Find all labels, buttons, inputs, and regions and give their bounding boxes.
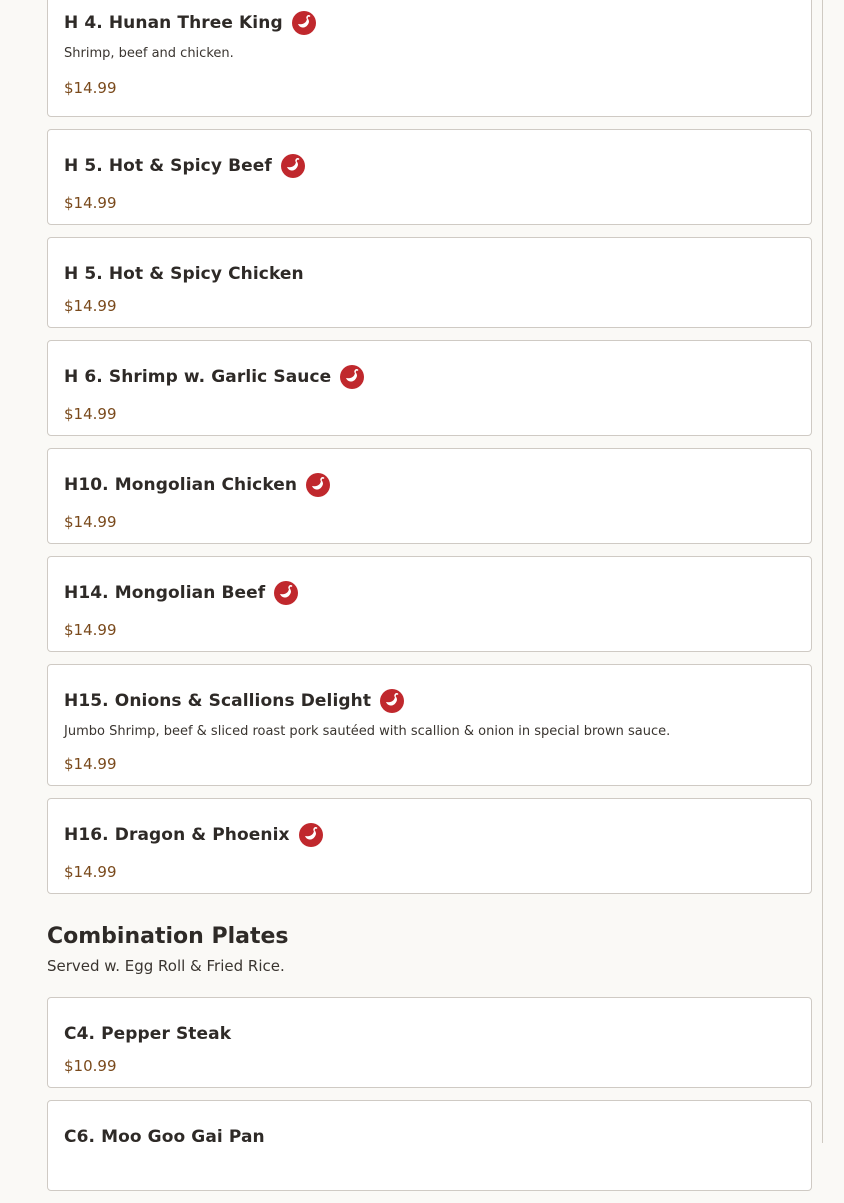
chili-pepper-icon [274, 581, 298, 605]
menu-item-name: H 5. Hot & Spicy Beef [64, 156, 272, 176]
menu-item-header [64, 468, 795, 502]
menu-item-card[interactable] [47, 0, 812, 117]
section-subtitle: Served w. Egg Roll & Fried Rice. [47, 957, 285, 975]
menu-item-price: $14.99 [64, 863, 117, 881]
section-title: Combination Plates [47, 924, 289, 949]
chili-pepper-icon [281, 154, 305, 178]
menu-item-price: $14.99 [64, 621, 117, 639]
chili-pepper-icon [380, 689, 404, 713]
menu-item-price: $14.99 [64, 755, 117, 773]
page-right-border [822, 0, 823, 1143]
menu-item-card[interactable] [47, 664, 812, 786]
menu-item-name: H10. Mongolian Chicken [64, 475, 298, 495]
menu-item-card[interactable] [47, 129, 812, 225]
menu-item-card[interactable] [47, 237, 812, 328]
menu-item-name: H 4. Hunan Three King [64, 13, 283, 33]
combination-plates-section [47, 924, 812, 1191]
menu-item-name: H 5. Hot & Spicy Chicken [64, 264, 304, 284]
menu-item-price: $14.99 [64, 79, 117, 97]
menu-item-name: C6. Moo Goo Gai Pan [64, 1127, 265, 1147]
menu-item-header [64, 684, 795, 718]
menu-content [47, 0, 812, 1203]
menu-item-card[interactable] [47, 340, 812, 436]
menu-item-price: $10.99 [64, 1057, 117, 1075]
menu-item-price: $14.99 [64, 194, 117, 212]
menu-item-card[interactable] [47, 798, 812, 894]
menu-item-header [64, 818, 795, 852]
menu-item-card[interactable] [47, 1100, 812, 1191]
chili-pepper-icon [299, 823, 323, 847]
menu-item-price: $14.99 [64, 405, 117, 423]
chili-pepper-icon [306, 473, 330, 497]
menu-item-price: $14.99 [64, 513, 117, 531]
menu-item-header [64, 576, 795, 610]
menu-item-card[interactable] [47, 448, 812, 544]
menu-item-name: H 6. Shrimp w. Garlic Sauce [64, 367, 332, 387]
menu-item-header [64, 149, 795, 183]
menu-item-price: $14.99 [64, 297, 117, 315]
chili-pepper-icon [292, 11, 316, 35]
menu-item-header [64, 360, 795, 394]
chili-pepper-icon [340, 365, 364, 389]
menu-item-header [64, 6, 795, 40]
menu-item-header [64, 257, 795, 291]
menu-item-name: H14. Mongolian Beef [64, 583, 266, 603]
menu-item-card[interactable] [47, 997, 812, 1088]
menu-item-header [64, 1120, 795, 1154]
menu-item-name: H15. Onions & Scallions Delight [64, 691, 372, 711]
menu-item-name: H16. Dragon & Phoenix [64, 825, 290, 845]
menu-item-description: Jumbo Shrimp, beef & sliced roast pork sautéed with scallion & onion in special brown sauce. [64, 724, 671, 739]
menu-item-card[interactable] [47, 556, 812, 652]
menu-item-description: Shrimp, beef and chicken. [64, 46, 234, 61]
menu-item-name: C4. Pepper Steak [64, 1024, 232, 1044]
menu-item-header [64, 1017, 795, 1051]
